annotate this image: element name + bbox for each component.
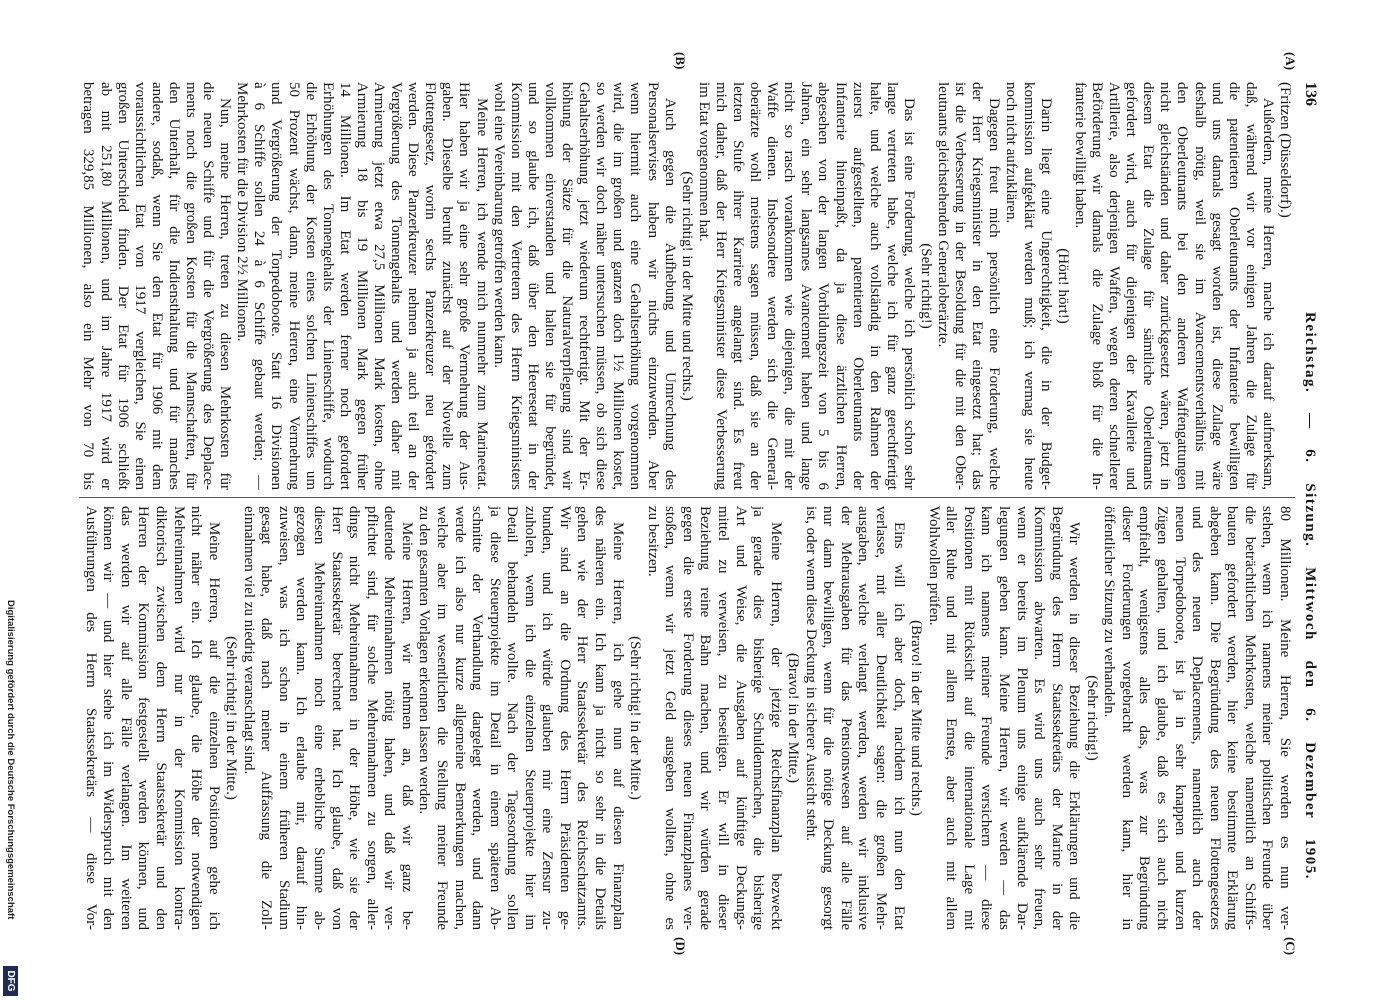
text-line: ausgaben, welche verlangt werden, werden wir inklusive bbox=[855, 506, 872, 930]
text-line: der Mehrausgaben für das Pensionswesen auf alle Fälle bbox=[837, 506, 854, 930]
text-line: mich daher, daß der Herr Kriegsminister diese Verbesserung bbox=[712, 82, 729, 490]
text-line: höhung der Sätze für die Naturalverpflegung sind wir bbox=[559, 82, 576, 490]
margin-mark-c: (C) bbox=[1283, 937, 1298, 956]
text-line: abgeben kann. Die Begründung des neuen Flottengesetzes bbox=[1206, 506, 1223, 930]
text-line: Artillerie, also derjenigen Waffen, wegen deren schnellerer bbox=[1106, 82, 1123, 490]
text-line: daß, während wir vor einigen Jahren die Zulage für bbox=[1242, 82, 1259, 490]
text-line: verlasse, mit aller Deutlichkeit sagen: die großen Mehr- bbox=[873, 506, 890, 930]
text-line: Waffe dienen. Insbesondere werden sich die General- bbox=[764, 82, 781, 490]
text-line: Mehreinnahmen wird nur in der Kommission kontra- bbox=[170, 506, 187, 930]
text-line: ist, oder wenn diese Deckung in sicherer Aussicht steht. bbox=[802, 506, 819, 841]
text-line: Gehaltserhöhung jetzt wiederum rechtfertigt. Mit der Er- bbox=[576, 82, 593, 490]
interjection-line: (Sehr richtig!) bbox=[1083, 675, 1100, 761]
text-line: lange vertreten habe, welche ich für ganz gerechtfertigt bbox=[883, 82, 900, 490]
text-line: Beziehung reine Bahn machen, und wir würden gerade bbox=[697, 506, 714, 930]
interjection-line: (Hört! hört!) bbox=[1054, 248, 1071, 324]
text-line: mittel zu verweisen, zu beseitigen. Er will in dieser bbox=[715, 506, 731, 930]
column-divider bbox=[79, 497, 1295, 498]
text-line: Wir werden in dieser Beziehung die Erklärungen und die bbox=[1066, 522, 1083, 930]
text-line: gezogen werden kann. Ich erlaube mir, darauf hin- bbox=[293, 506, 310, 930]
text-line: und so glaube ich, daß über den Heeresetat in der bbox=[524, 82, 541, 490]
text-line: Darin liegt eine Ungerechtigkeit, die in der Budget- bbox=[1037, 98, 1054, 490]
text-line: diesen Mehreinnahmen noch eine erhebliche Summe ab- bbox=[311, 506, 328, 930]
text-line: dieser Forderungen vorgebracht werden kann, hier in bbox=[1118, 506, 1135, 930]
text-line: Erhöhungen des Tonnengehalts der Linienschiffe, wodurch bbox=[319, 82, 336, 490]
text-line: öffentlicher Sitzung zu verhandeln. bbox=[1101, 506, 1118, 718]
text-line: und des neuen Deplacements, namentlich auch der bbox=[1189, 506, 1206, 930]
left-column bbox=[79, 82, 1293, 490]
text-line: Dagegen freut mich persönlich eine Forderung, welche bbox=[986, 98, 1003, 490]
text-line: bauten gefordert werden, hier keine bestimmte Erklärung bbox=[1224, 506, 1241, 930]
text-line: betragen 329,85 Millionen, also ein Mehr von 70 bis bbox=[80, 82, 97, 490]
text-line: das werden wir auf alle Fälle verlangen. Im weiteren bbox=[117, 506, 134, 930]
text-line: oberärzte wohl meistens sagen müssen, daß sie an der bbox=[747, 82, 764, 490]
text-line: einnahmen viel zu niedrig veranschlagt sind. bbox=[240, 506, 257, 775]
text-line: ab mit 251,80 Millionen, und im Jahre 1917 wird er bbox=[97, 82, 114, 490]
text-line: Wohlwollen prüfen. bbox=[925, 506, 942, 626]
text-line: zu besitzen. bbox=[644, 506, 661, 577]
text-line: Herr Staatssekretär berechnet hat. Ich glaube, daß von bbox=[328, 506, 345, 930]
page-number: 136 bbox=[1302, 82, 1319, 106]
text-line: nicht so rasch vorankommen wie diejenigen, die mit der bbox=[781, 82, 798, 490]
text-line: Das ist eine Forderung, welche ich persönlich schon sehr bbox=[900, 98, 917, 490]
text-line: stoßen, wenn wir jetzt Geld ausgeben wollten, ohne es bbox=[662, 506, 679, 930]
text-line: Beförderung wir damals die Zulage bloß für die In- bbox=[1088, 82, 1105, 490]
text-line: und uns damals gesagt worden ist, diese Zulage wäre bbox=[1208, 82, 1225, 490]
text-line: Wir sind an die Ordnung des Herrn Präsidenten ge- bbox=[556, 506, 573, 930]
text-line: wird, die im großen und ganzen doch 1½ Millionen kostet, bbox=[610, 82, 627, 490]
text-line: Auch gegen die Aufhebung und Umrechnung des bbox=[661, 98, 678, 490]
text-line: leutnants gleichstehenden Generaloberärzte. bbox=[935, 82, 952, 348]
margin-mark-a: (A) bbox=[1283, 52, 1298, 71]
text-line: kann ich namens meiner Freunde versichern — diese bbox=[978, 506, 995, 930]
interjection-line: (Sehr richtig! in der Mitte.) bbox=[223, 636, 240, 800]
right-column bbox=[81, 506, 1293, 930]
text-line: noch nicht aufzuklären. bbox=[1003, 82, 1020, 224]
text-line: Art und Weise, die Ausgaben auf künftige Deckungs- bbox=[732, 506, 749, 930]
text-line: Meine Herren, der jetzige Reichsfinanzplan bezweckt bbox=[767, 522, 784, 930]
text-line: die patentierten Oberleutnants der Infanterie bewilligten bbox=[1225, 82, 1242, 490]
interjection-line: (Sehr richtig!) bbox=[918, 243, 935, 329]
text-line: Jahren, ein sehr langsames Avancement haben und lange bbox=[798, 82, 815, 490]
text-line: bunden, und ich würde glauben mir eine Zensur zu- bbox=[539, 506, 556, 930]
text-line: Personalservises haben wir nichts einzuwenden. Aber bbox=[644, 82, 661, 490]
text-line: Infanterie hineinpaßt, da ja diese ärztlichen Herren, bbox=[832, 82, 849, 490]
text-line: abgesehen von der langen Vorbildungszeit von 5 bis 6 bbox=[815, 82, 832, 490]
text-line: gegen die erste Forderung dieses neuen Finanzplanes ver- bbox=[679, 506, 696, 930]
text-line: ist die Verbesserung in der Besoldung für die mit den Ober- bbox=[952, 82, 969, 490]
text-line: deutende Mehreinnahmen nötig haben, und daß wir ver- bbox=[381, 506, 398, 930]
text-line: gehen wie der Herr Staatssekretär des Reichsschatzamts. bbox=[574, 506, 591, 930]
text-line: werde ich also nur kurze allgemeine Bemerkungen machen, bbox=[451, 506, 468, 930]
text-line: neuen Torpedoboote, ist ja in sehr knappen und kurzen bbox=[1171, 506, 1188, 930]
text-line: Mehrkosten für die Division 2½ Millionen. bbox=[234, 82, 251, 342]
text-line: Kommission abwarten. Es wird uns auch sehr freuen, bbox=[1031, 506, 1048, 930]
text-line: ja gerade dies bisherige Schuldenmachen, die bisherige bbox=[750, 506, 767, 930]
text-line: à 6 Schiffe sollen 24 à 6 Schiffe gebaut werden; — bbox=[251, 82, 268, 490]
text-line: 14 Millionen. Im Etat werden ferner noch gefordert bbox=[336, 82, 353, 490]
text-line: gesagt habe, daß nach meiner Auffassung die Zoll- bbox=[258, 506, 275, 930]
interjection-line: (Bravo! in der Mitte.) bbox=[785, 653, 802, 783]
text-line: voraussichtlichen Etat von 1917 vergleichen, Sie einen bbox=[131, 82, 148, 490]
text-line: wohl eine Vereinbarung getroffen werden kann. bbox=[490, 82, 507, 369]
interjection-line: (Sehr richtig! in der Mitte.) bbox=[627, 636, 644, 800]
text-line: stehen, wenn ich namens meiner politischen Freunde über bbox=[1259, 506, 1276, 930]
text-line: Zügen gehalten, und ich glaube, daß es sich auch nicht bbox=[1154, 506, 1171, 930]
text-line: Begründung des Herrn Staatssekretärs der Marine in der bbox=[1048, 506, 1065, 930]
text-line: deshalb nötig, weil sie im Avancementsverhältnis mit bbox=[1191, 82, 1208, 490]
text-line: des näheren ein. Ich kann ja nicht so sehr in die Details bbox=[592, 506, 609, 930]
speaker-line: (Fritzen (Düsseldorf).) bbox=[1277, 82, 1293, 218]
text-line: die neuen Schiffe und für die Vergrößerung des Deplace- bbox=[200, 82, 217, 490]
running-header: Reichstag. — 6. Sitzung. Mittwoch den 6. Dezember 1905. bbox=[1302, 312, 1318, 880]
text-line: 50 Prozent wächst, dann, meine Herren, eine Vermehrung bbox=[285, 82, 302, 490]
text-line: zuerst aufgestellten, patentierten Oberleutnants der bbox=[849, 82, 866, 490]
text-line: Armierung 18 bis 19 Millionen Mark gegen früher bbox=[353, 82, 370, 490]
text-line: kommission aufgeklärt werden muß; ich vermag sie heute bbox=[1020, 82, 1037, 490]
text-line: Herren der Kommission festgestellt werden können, und bbox=[135, 506, 152, 930]
text-line: Meine Herren, auf die einzelnen Positionen gehe ich bbox=[205, 522, 222, 930]
text-line: die beträchtlichen Mehrkosten, welche namentlich an Schiffs- bbox=[1241, 506, 1258, 930]
text-line: der Herr Kriegsminister in den Etat eingesetzt hat; das bbox=[969, 82, 986, 490]
text-line: den Unterhalt, für die Indiensthaltung und für manches bbox=[165, 82, 182, 490]
text-line: Meine Herren, ich wende mich nunmehr zum Marineetat. bbox=[473, 98, 490, 490]
text-line: schnitte der Verhandlung dargelegt werden, und dann bbox=[469, 506, 486, 930]
text-line: Positionen mit Rücksicht auf die internationale Lage mit bbox=[960, 506, 977, 930]
text-line: Nun, meine Herren, treten zu diesen Mehrkosten für bbox=[217, 98, 234, 490]
text-line: Detail behandeln wollte. Nach der Tagesordnung sollen bbox=[504, 506, 521, 930]
text-line: Kommission mit den Vertretern des Herrn Kriegsministers bbox=[507, 82, 524, 490]
margin-mark-d: (D) bbox=[673, 937, 688, 956]
text-line: Hier haben wir ja eine sehr große Vermehrung der Aus- bbox=[456, 82, 473, 490]
interjection-line: (Bravo! in der Mitte und rechts.) bbox=[908, 620, 925, 816]
text-line: großen Unterschied finden. Der Etat für 1906 schließt bbox=[114, 82, 131, 490]
text-line: Armierung jetzt etwa 27,5 Millionen Mark kosten, ohne bbox=[371, 82, 388, 490]
text-line: können wir — und hier stehe ich im Widerspruch mit den bbox=[100, 506, 117, 930]
digitization-credit: Digitalisierung gefördert durch die Deutsche Forschungsgemeinschaft bbox=[5, 600, 16, 920]
text-line: aller Ruhe und mit allem Ernste, aber auch mit allem bbox=[943, 506, 960, 930]
text-line: gaben. Dieselbe beruht zunächst auf der Novelle zum bbox=[439, 82, 456, 490]
dfg-logo: DFG bbox=[3, 966, 18, 996]
text-line: den Oberleutnants bei den anderen Waffengattungen bbox=[1174, 82, 1191, 490]
text-line: welche aber im wesentlichen die Stellung meiner Freunde bbox=[434, 506, 450, 930]
text-line: werden. Diese Panzerkreuzer nehmen ja auch teil an der bbox=[405, 82, 422, 490]
text-line: wenn er bereits im Plenum uns einige aufklärende Dar- bbox=[1013, 506, 1030, 930]
text-line: die Erhöhung der Kosten eines solchen Linienschiffes um bbox=[302, 82, 319, 490]
text-line: diktorisch zwischen dem Herrn Staatssekretär und den bbox=[153, 506, 169, 930]
text-line: zu den gesamten Vorlagen erkennen lassen werden. bbox=[416, 506, 433, 815]
text-line: gefordert wird, auch für diejenigen der Kavallerie und bbox=[1123, 82, 1140, 490]
text-line: zuholen, wenn ich die einzelnen Steuerprojekte hier im bbox=[521, 506, 538, 930]
text-line: wenn hiermit auch eine Gehaltserhöhung vorgenommen bbox=[627, 82, 644, 490]
text-line: Flottengesetz, worin sechs Panzerkreuzer neu gefordert bbox=[422, 82, 439, 490]
text-line: ments noch die großen Kosten für die Mannschaften, für bbox=[183, 82, 199, 490]
text-line: empfiehlt, wenigstens alles das, was zur Begründung bbox=[1136, 506, 1153, 930]
text-line: dings nicht Mehreinnahmen in der Höhe, wie sie der bbox=[346, 506, 363, 930]
text-line: fanterie bewilligt haben. bbox=[1071, 82, 1088, 229]
text-line: letzten Stufe ihrer Karriere angelangt sind. Es freut bbox=[730, 82, 746, 490]
text-line: im Etat vorgenommen hat. bbox=[695, 82, 712, 242]
text-line: vollkommen einverstanden und halten sie für begründet, bbox=[541, 82, 558, 490]
text-line: und Vergrößerung der Torpedoboote. Statt 16 Divisionen bbox=[268, 82, 285, 490]
text-line: legungen geben kann. Meine Herren, wir werden — das bbox=[996, 506, 1012, 930]
margin-mark-b: (B) bbox=[673, 52, 688, 70]
text-line: nicht gleichständen und daher zurückgesetzt wären, jetzt in bbox=[1157, 82, 1174, 490]
text-line: Vergrößerung des Tonnengehalts und werden daher mit bbox=[388, 82, 405, 490]
text-line: Meine Herren, wir nehmen an, daß wir ganz be- bbox=[398, 522, 415, 930]
text-line: 80 Millionen. Meine Herren, Sie werden es nun ver- bbox=[1277, 506, 1293, 930]
text-line: so werden wir doch näher untersuchen müssen, ob sich diese bbox=[593, 82, 610, 490]
text-line: nicht näher ein. Ich glaube, die Höhe der notwendigen bbox=[188, 506, 205, 930]
text-line: Meine Herren, ich gehe nun auf diesen Finanzplan bbox=[609, 522, 626, 930]
text-line: pflichtet sind, für solche Mehreinnahmen zu sorgen, aller- bbox=[363, 506, 380, 930]
interjection-line: (Sehr richtig! in der Mitte und rechts.) bbox=[678, 171, 695, 401]
text-line: diesem Etat die Zulage für sämtliche Oberleutnants bbox=[1140, 82, 1157, 490]
text-line: Eins will ich aber doch, nachdem ich nun den Etat bbox=[890, 522, 907, 930]
text-line: zuweisen, was ich schon in einem früheren Stadium bbox=[275, 506, 292, 930]
text-line: ja diese Steuerprojekte im Detail in einem späteren Ab- bbox=[486, 506, 503, 930]
text-line: nur dann bewilligen, wenn für die nötige Deckung gesorgt bbox=[820, 506, 837, 930]
text-line: halte, und welche auch vollständig in den Rahmen der bbox=[866, 82, 883, 490]
text-line: Außerdem, meine Herren, mache ich darauf aufmerksam, bbox=[1259, 98, 1276, 490]
text-line: andere, sodaß, wenn Sie den Etat für 1906 mit dem bbox=[148, 82, 165, 490]
text-line: Ausführungen des Herrn Staatssekretärs — diese Vor- bbox=[82, 506, 99, 930]
